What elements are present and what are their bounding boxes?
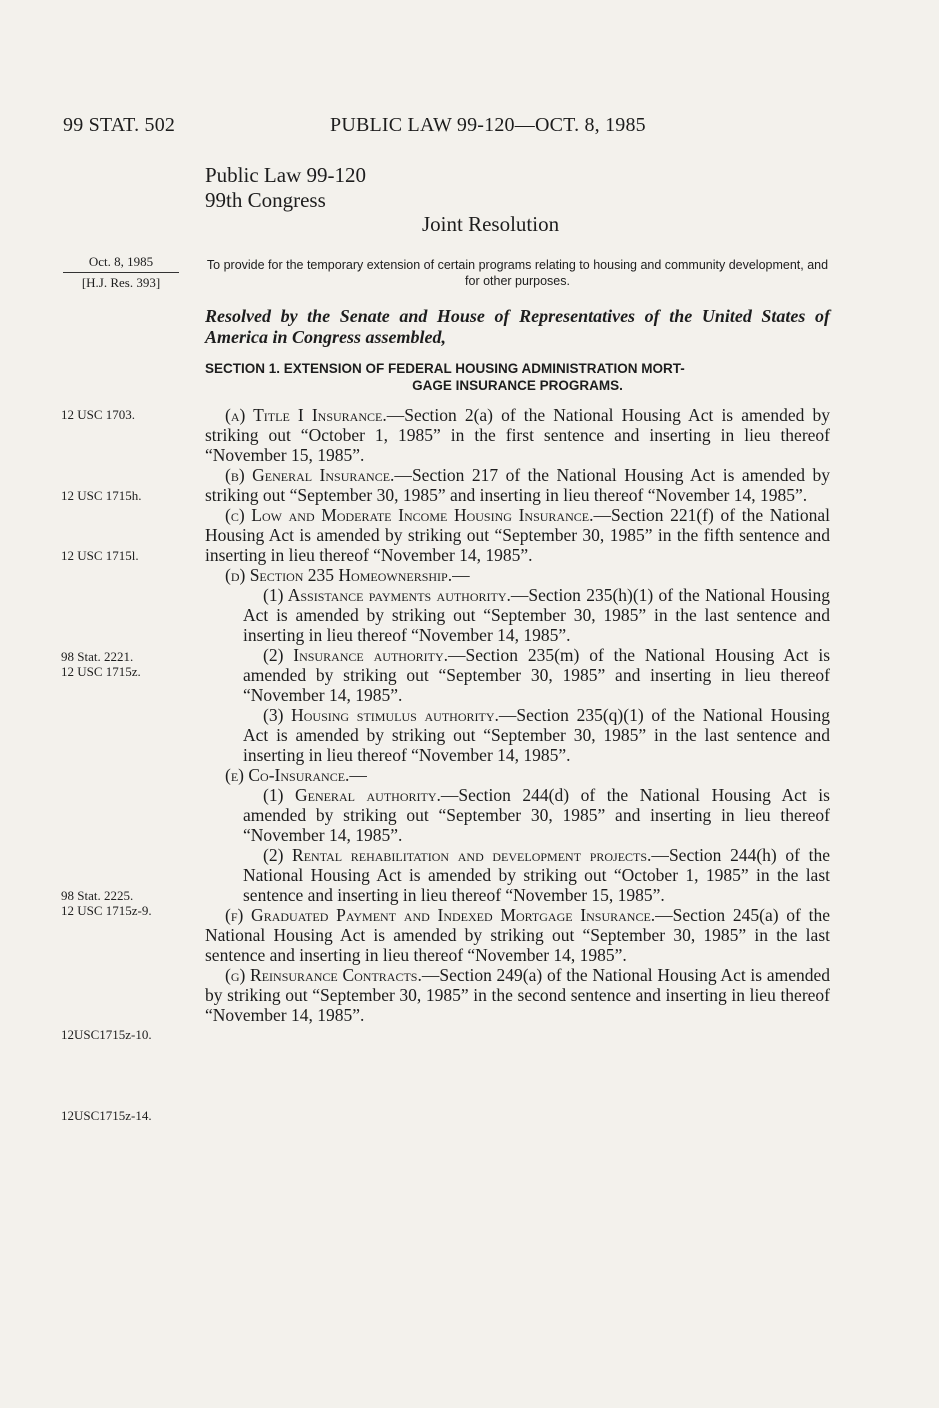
bill-number: [H.J. Res. 393] <box>63 272 179 291</box>
subsection-c-text: Section 221(f) of the National Housing Act is amended by striking out “September 30, 1985” in the fifth sentence and inserting in lieu thereof “November 14, 1985”. <box>205 505 830 565</box>
subsection-g-text: Section 249(a) of the National Housing Act is amended by striking out “September 30, 1985” in the second sentence and inserting in lieu thereof “November 14, 1985”. <box>205 965 830 1025</box>
subsection-c <box>205 505 830 565</box>
section-heading-line1: SECTION 1. EXTENSION OF FEDERAL HOUSING ADMINISTRATION MORT- <box>205 361 685 376</box>
law-number: Public Law 99-120 <box>205 163 366 187</box>
paragraph-e2-label: (2) Rental rehabilitation and development projects.— <box>263 845 669 865</box>
margin-note-1715z-9: 12 USC 1715z-9. <box>61 903 152 918</box>
running-title: PUBLIC LAW 99-120—OCT. 8, 1985 <box>330 114 646 136</box>
paragraph-e2-text: Section 244(h) of the National Housing Act is amended by striking out “October 1, 1985” in the last sentence and inserting in lieu thereof “November 15, 1985”. <box>243 845 830 905</box>
section-heading-line2: GAGE INSURANCE PROGRAMS. <box>412 378 623 393</box>
subsection-c-label: (c) Low and Moderate Income Housing Insurance.— <box>225 505 611 525</box>
paragraph-e1-text: Section 244(d) of the National Housing Act is amended by striking out “September 30, 1985” and inserting in lieu thereof “November 14, 1985”. <box>243 785 830 845</box>
paragraph-d3-label: (3) Housing stimulus authority.— <box>263 705 517 725</box>
subsection-a <box>205 405 830 465</box>
document-type: Joint Resolution <box>422 212 560 236</box>
resolving-clause: Resolved by the Senate and House of Representatives of the United States of America in Congress assembled, <box>205 306 830 347</box>
subsection-e-label: (e) Co-Insurance.— <box>225 765 367 785</box>
margin-note-1715z-10: 12USC1715z-10. <box>61 1027 152 1042</box>
subsection-b-label: (b) General Insurance.— <box>225 465 412 485</box>
subsection-f <box>205 905 830 965</box>
margin-note-1715h: 12 USC 1715h. <box>61 488 142 503</box>
subsection-b <box>205 465 830 505</box>
paragraph-d3-text: Section 235(q)(1) of the National Housing Act is amended by striking out “September 30, 1985” in the last sentence and inserting in lieu thereof “November 14, 1985”. <box>243 705 831 765</box>
paragraph-d2 <box>243 645 830 705</box>
subsection-e <box>205 765 830 785</box>
congress-number: 99th Congress <box>205 188 326 212</box>
paragraph-d1-label: (1) Assistance payments authority.— <box>263 585 529 605</box>
subsection-f-text: Section 245(a) of the National Housing Act is amended by striking out “September 30, 1985” in the last sentence and inserting in lieu thereof “November 14, 1985”. <box>205 905 830 965</box>
margin-note-1715z: 12 USC 1715z. <box>61 664 141 679</box>
paragraph-d1-text: Section 235(h)(1) of the National Housing Act is amended by striking out “September 30, 1985” in the last sentence and inserting in lieu thereof “November 14, 1985”. <box>243 585 831 645</box>
section-1-body <box>205 405 830 1025</box>
margin-note-1715z-14: 12USC1715z-14. <box>61 1108 152 1123</box>
paragraph-e1 <box>243 785 830 845</box>
paragraph-e2 <box>243 845 830 905</box>
paragraph-d1 <box>243 585 830 645</box>
subsection-d-label: (d) Section 235 Homeownership.— <box>225 565 470 585</box>
paragraph-d2-text: Section 235(m) of the National Housing Act is amended by striking out “September 30, 1985” and inserting in lieu thereof “November 14, 1985”. <box>243 645 831 705</box>
section-1-heading <box>205 360 830 394</box>
paragraph-d2-label: (2) Insurance authority.— <box>263 645 466 665</box>
subsection-d <box>205 565 830 585</box>
purpose-statement: To provide for the temporary extension of certain programs relating to housing and community development, and for other purposes. <box>206 258 829 288</box>
subsection-g-label: (g) Reinsurance Contracts.— <box>225 965 440 985</box>
subsection-a-label: (a) Title I Insurance.— <box>225 405 405 425</box>
margin-note-1703: 12 USC 1703. <box>61 407 136 422</box>
stat-page-number: 99 STAT. 502 <box>63 114 176 136</box>
margin-note-98stat2225: 98 Stat. 2225. <box>61 888 134 903</box>
paragraph-d3 <box>243 705 830 765</box>
enactment-date-box <box>63 254 179 291</box>
paragraph-e1-label: (1) General authority.— <box>263 785 459 805</box>
subsection-a-text: Section 2(a) of the National Housing Act is amended by striking out “October 1, 1985” in the first sentence and inserting in lieu thereof “November 15, 1985”. <box>205 405 830 465</box>
enactment-date: Oct. 8, 1985 <box>88 254 154 269</box>
subsection-f-label: (f) Graduated Payment and Indexed Mortgage Insurance.— <box>225 905 673 925</box>
margin-note-98stat2221: 98 Stat. 2221. <box>61 649 134 664</box>
margin-note-1715l: 12 USC 1715l. <box>61 548 139 563</box>
subsection-g <box>205 965 830 1025</box>
subsection-b-text: Section 217 of the National Housing Act is amended by striking out “September 30, 1985” and inserting in lieu thereof “November 14, 1985”. <box>205 465 830 505</box>
